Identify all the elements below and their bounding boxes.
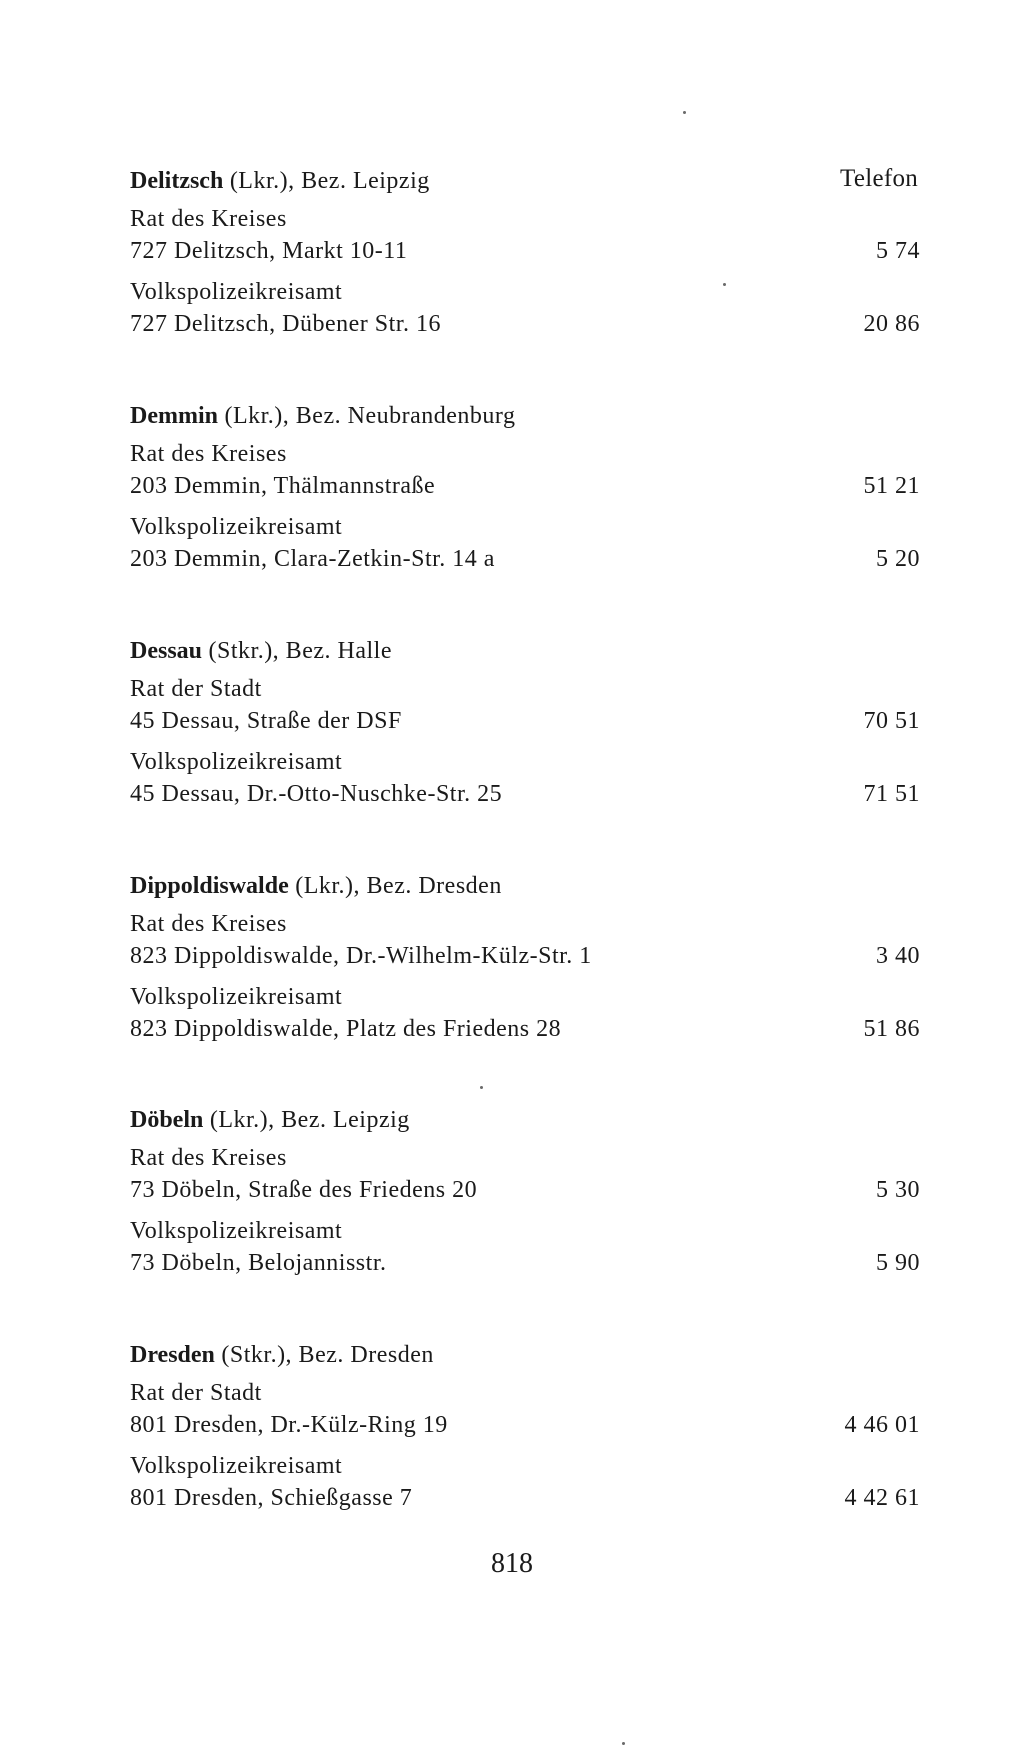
city-district: (Lkr.), Bez. Leipzig [203, 1107, 410, 1133]
directory-entry [130, 870, 920, 1045]
city-name: Demmin [130, 403, 218, 429]
office-name-text: Volkspolizeikreisamt [130, 984, 343, 1010]
office-name [130, 746, 920, 778]
office-name-text: Volkspolizeikreisamt [130, 1453, 343, 1479]
directory-entry [130, 165, 920, 340]
directory-entry [130, 1104, 920, 1279]
office-address-row [130, 705, 920, 737]
scan-speck [723, 283, 726, 286]
office-name [130, 203, 920, 235]
office-address-row [130, 470, 920, 502]
scan-speck [622, 1742, 625, 1745]
city-district: (Stkr.), Bez. Dresden [214, 1342, 434, 1368]
office-name-text: Volkspolizeikreisamt [130, 514, 343, 540]
office-name-text: Volkspolizeikreisamt [130, 1218, 343, 1244]
office-address-row [130, 1174, 920, 1206]
office-name-text: Rat des Kreises [130, 206, 287, 232]
entry-heading [130, 165, 920, 197]
office-name [130, 908, 920, 940]
office-name [130, 276, 920, 308]
office-address-row [130, 778, 920, 810]
telefon-column-header: Telefon [840, 165, 919, 192]
office-address: 823 Dippoldiswalde, Platz des Friedens 28 [130, 1016, 562, 1042]
directory-entry [130, 400, 920, 575]
office-address: 203 Demmin, Thälmannstraße [130, 473, 436, 499]
directory-entry [130, 1339, 920, 1514]
office-name-text: Volkspolizeikreisamt [130, 749, 343, 775]
scan-speck [683, 111, 686, 114]
phone-number: 5 30 [876, 1177, 920, 1203]
office-address: 727 Delitzsch, Markt 10-11 [130, 238, 408, 264]
office-address-row [130, 235, 920, 267]
city-name: Döbeln [130, 1107, 204, 1133]
office-address-row [130, 1409, 920, 1441]
office-name [130, 981, 920, 1013]
phone-number: 51 21 [863, 473, 920, 499]
entry-heading [130, 635, 920, 667]
office-address: 727 Delitzsch, Dübener Str. 16 [130, 311, 441, 337]
phone-number: 5 74 [876, 238, 920, 264]
city-name: Dessau [130, 638, 203, 664]
phone-number: 3 40 [876, 943, 920, 969]
phone-number: 51 86 [863, 1016, 920, 1042]
entry-heading [130, 400, 920, 432]
phone-number: 5 90 [876, 1250, 920, 1276]
phone-number: 20 86 [863, 311, 920, 337]
city-district: (Stkr.), Bez. Halle [202, 638, 392, 664]
office-address: 73 Döbeln, Straße des Friedens 20 [130, 1177, 478, 1203]
office-name-text: Rat des Kreises [130, 911, 287, 937]
office-address: 45 Dessau, Straße der DSF [130, 708, 402, 734]
office-name-text: Rat des Kreises [130, 441, 287, 467]
phone-number: 4 42 61 [844, 1485, 920, 1511]
office-address-row [130, 308, 920, 340]
office-name [130, 1450, 920, 1482]
office-address-row [130, 1482, 920, 1514]
phone-number: 4 46 01 [844, 1412, 920, 1438]
city-district: (Lkr.), Bez. Dresden [288, 873, 502, 899]
city-name: Dippoldiswalde [130, 873, 289, 899]
office-name-text: Rat der Stadt [130, 1380, 262, 1406]
office-name [130, 1377, 920, 1409]
phone-number: 5 20 [876, 546, 920, 572]
page-number: 818 [491, 1548, 533, 1579]
office-address-row [130, 1247, 920, 1279]
office-name-text: Volkspolizeikreisamt [130, 279, 343, 305]
scan-speck [480, 1086, 483, 1089]
office-name [130, 1215, 920, 1247]
phone-number: 71 51 [863, 781, 920, 807]
office-name [130, 438, 920, 470]
city-district: (Lkr.), Bez. Leipzig [223, 168, 430, 194]
entry-heading [130, 870, 920, 902]
city-district: (Lkr.), Bez. Neubrandenburg [217, 403, 516, 429]
office-name-text: Rat des Kreises [130, 1145, 287, 1171]
office-address: 801 Dresden, Dr.-Külz-Ring 19 [130, 1412, 448, 1438]
office-address: 73 Döbeln, Belojannisstr. [130, 1250, 387, 1276]
office-address: 45 Dessau, Dr.-Otto-Nuschke-Str. 25 [130, 781, 503, 807]
office-name-text: Rat der Stadt [130, 676, 262, 702]
office-address-row [130, 543, 920, 575]
city-name: Dresden [130, 1342, 215, 1368]
office-address: 801 Dresden, Schießgasse 7 [130, 1485, 413, 1511]
office-address-row [130, 940, 920, 972]
city-name: Delitzsch [130, 168, 224, 194]
office-address-row [130, 1013, 920, 1045]
phone-number: 70 51 [863, 708, 920, 734]
entry-heading [130, 1339, 920, 1371]
directory-entry [130, 635, 920, 810]
entry-heading [130, 1104, 920, 1136]
office-name [130, 511, 920, 543]
office-address: 203 Demmin, Clara-Zetkin-Str. 14 a [130, 546, 495, 572]
office-address: 823 Dippoldiswalde, Dr.-Wilhelm-Külz-Str. 1 [130, 943, 592, 969]
office-name [130, 1142, 920, 1174]
office-name [130, 673, 920, 705]
